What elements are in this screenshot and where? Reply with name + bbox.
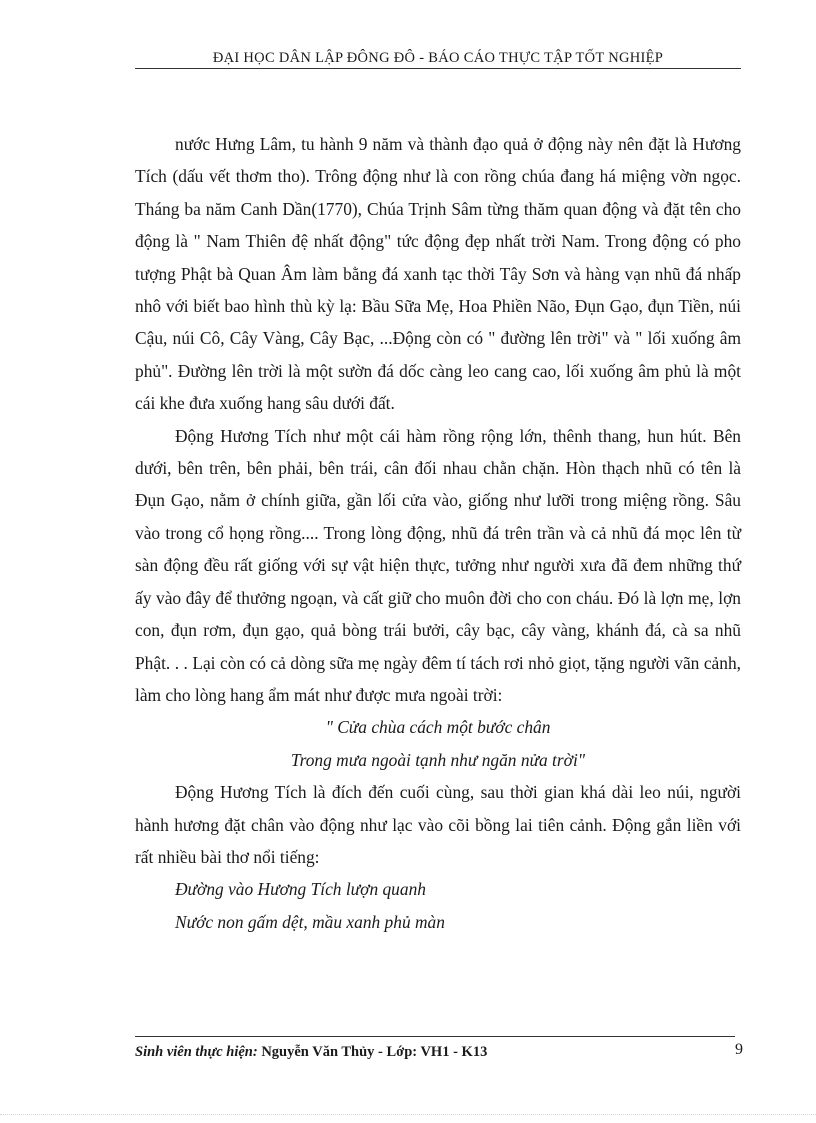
page-edge-dots	[0, 1114, 816, 1115]
page-header: ĐẠI HỌC DÂN LẬP ĐÔNG ĐÔ - BÁO CÁO THỰC TẬP TỐT NGHIỆP	[212, 50, 664, 66]
page-footer	[135, 1041, 743, 1062]
paragraph-2: Động Hương Tích như một cái hàm rồng rộng lớn, thênh thang, hun hút. Bên dưới, bên trên, bên phải, bên trái, cân đối nhau chằn chặn. Hòn thạch nhũ có tên là Đụn Gạo, nằm ở chính giữa, gần lối cửa vào, giống như lưỡi trong miệng rồng. Sâu vào trong cổ họng rồng.... Trong lòng động, nhũ đá trên trần và cả nhũ đá mọc lên từ sàn động đều rất giống với sự vật hiện thực, tưởng như người xưa đã đem những thứ ấy vào đây để thưởng ngoạn, và cất giữ cho muôn đời cho con cháu. Đó là lợn mẹ, lợn con, đụn rơm, đụn gạo, quả bòng trái bưởi, cây bạc, cây vàng, khánh đá, cà sa nhũ Phật. . . Lại còn có cả dòng sữa mẹ ngày đêm tí tách rơi nhỏ giọt, tặng người vãn cảnh, làm cho lòng hang ẩm mát như được mưa ngoài trời:	[135, 425, 741, 705]
footer-role-label: Sinh viên thực hiện:	[135, 1044, 258, 1060]
verse-1-line-2: Trong mưa ngoài tạnh như ngăn nửa trời"	[290, 749, 586, 770]
verse-2-line-1: Đường vào Hương Tích lượn quanh	[175, 879, 426, 900]
verse-2-line-2: Nước non gấm dệt, mầu xanh phủ màn	[175, 911, 445, 932]
paragraph-1: nước Hưng Lâm, tu hành 9 năm và thành đạo quả ở động này nên đặt là Hương Tích (dấu vết thơm tho). Trông động như là con rồng chúa đang há miệng vờn ngọc. Tháng ba năm Canh Dần(1770), Chúa Trịnh Sâm từng thăm quan động và đặt tên cho động là " Nam Thiên đệ nhất động" tức động đẹp nhất trời Nam. Trong động có pho tượng Phật bà Quan Âm làm bằng đá xanh tạc thời Tây Sơn và hàng vạn nhũ đá nhấp nhô với biết bao hình thù kỳ lạ: Bầu Sữa Mẹ, Hoa Phiền Não, Đụn Gạo, đụn Tiền, núi Cậu, núi Cô, Cây Vàng, Cây Bạc, ...Động còn có " đường lên trời" và " lối xuống âm phủ". Đường lên trời là một sườn đá dốc càng leo cang cao, lối xuống âm phủ là một cái khe đưa xuống hang sâu dưới đất.	[135, 134, 741, 414]
paragraph-3: Động Hương Tích là đích đến cuối cùng, sau thời gian khá dài leo núi, người hành hương đặt chân vào động như lạc vào cõi bồng lai tiên cảnh. Động gắn liền với rất nhiều bài thơ nổi tiếng:	[135, 782, 741, 867]
footer-student-info: Nguyễn Văn Thủy - Lớp: VH1 - K13	[261, 1044, 488, 1060]
document-body	[135, 128, 741, 938]
header-divider	[135, 68, 741, 69]
verse-1-line-1: " Cửa chùa cách một bước chân	[325, 717, 551, 738]
footer-divider	[135, 1036, 735, 1037]
page-number: 9	[735, 1041, 743, 1058]
